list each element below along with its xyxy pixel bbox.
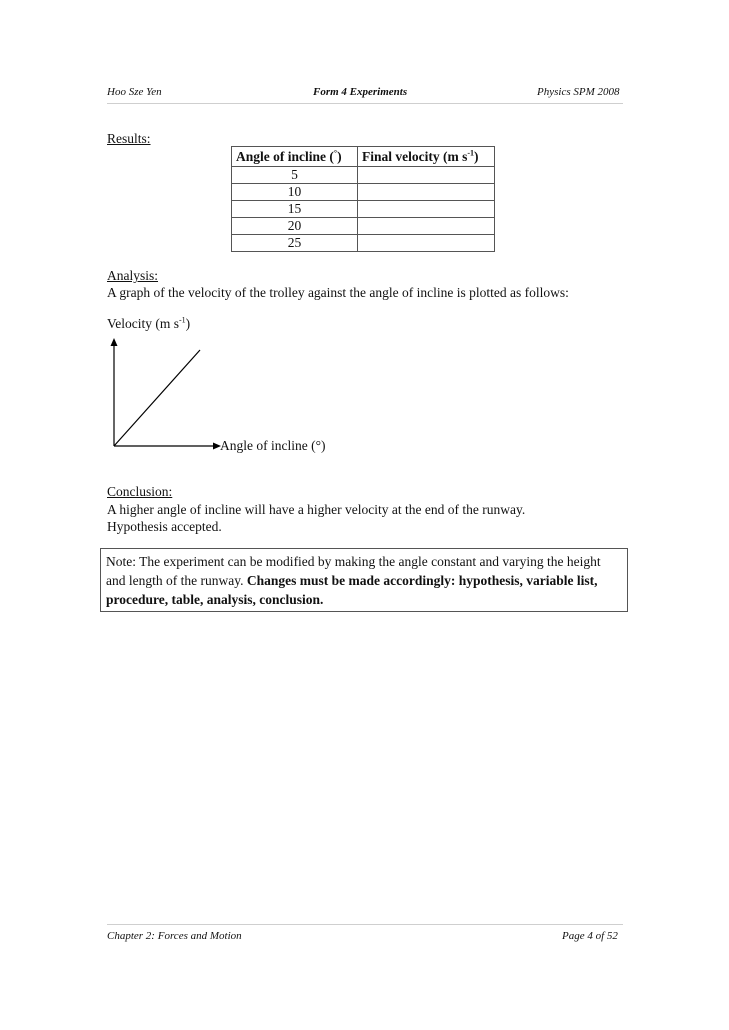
angle-cell: 20 xyxy=(232,218,358,235)
note-box xyxy=(100,548,628,612)
footer-page-number: Page 4 of 52 xyxy=(562,930,618,942)
sketch-graph xyxy=(100,330,230,455)
header-author: Hoo Sze Yen xyxy=(107,86,162,98)
analysis-heading: Analysis: xyxy=(107,268,159,283)
header-rule xyxy=(107,103,623,104)
footer-chapter: Chapter 2: Forces and Motion xyxy=(107,930,242,942)
analysis-text: A graph of the velocity of the trolley against the angle of incline is plotted as follows: xyxy=(107,285,569,300)
graph-y-label: Velocity (m $s^{-1}$) xyxy=(107,315,191,331)
table-row xyxy=(232,184,495,201)
velocity-cell xyxy=(358,235,495,252)
graph-x-label: Angle of incline (°) xyxy=(220,438,326,453)
angle-cell: 25 xyxy=(232,235,358,252)
column-header-angle: Angle of incline (°) xyxy=(232,147,358,167)
note-bold-text: Changes must be made accordingly: hypothesis, variable list, procedure, table, analysis, conclusion. xyxy=(106,573,598,607)
y-axis-arrow-icon xyxy=(111,338,118,346)
conclusion-heading: Conclusion: xyxy=(107,484,173,499)
results-table xyxy=(231,146,495,252)
angle-cell: 5 xyxy=(232,167,358,184)
conclusion-line-1: A higher angle of incline will have a higher velocity at the end of the runway. xyxy=(107,502,526,517)
footer-rule xyxy=(107,924,623,925)
results-heading: Results: xyxy=(107,131,151,146)
velocity-cell xyxy=(358,184,495,201)
velocity-cell xyxy=(358,167,495,184)
column-header-velocity: Final velocity (m $s^{-1}$) xyxy=(358,147,495,167)
header-title: Form 4 Experiments xyxy=(313,86,408,98)
table-row xyxy=(232,218,495,235)
table-row xyxy=(232,201,495,218)
angle-cell: 15 xyxy=(232,201,358,218)
header-subject: Physics SPM 2008 xyxy=(537,86,620,98)
velocity-cell xyxy=(358,218,495,235)
table-row xyxy=(232,235,495,252)
table-header-row xyxy=(232,147,495,167)
velocity-cell xyxy=(358,201,495,218)
note-text: Note: The experiment can be modified by making the angle constant and varying the height and length of the runway. xyxy=(106,554,601,588)
table-row xyxy=(232,167,495,184)
conclusion-line-2: Hypothesis accepted. xyxy=(107,519,222,534)
velocity-trend-line xyxy=(114,350,200,446)
angle-cell: 10 xyxy=(232,184,358,201)
